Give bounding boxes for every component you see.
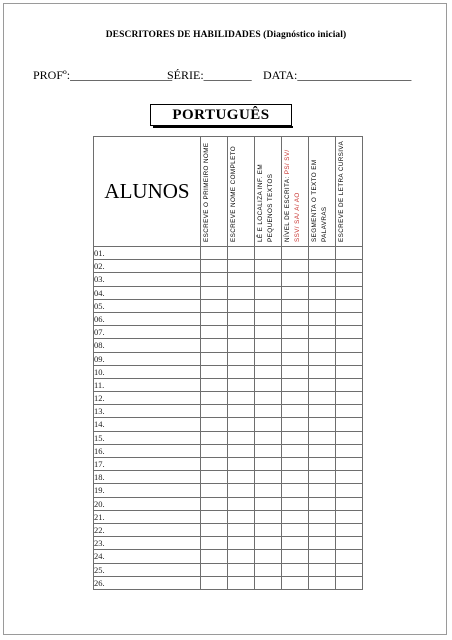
skill-check-cell[interactable]: [228, 458, 255, 471]
table-row: [94, 550, 363, 563]
skill-check-cell[interactable]: [228, 378, 255, 391]
skill-check-cell[interactable]: [255, 523, 282, 536]
skill-check-cell[interactable]: [336, 312, 363, 325]
skill-label: ESCREVE DE LETRA CURSIVA: [338, 140, 345, 242]
skill-check-cell[interactable]: [228, 247, 255, 260]
skill-check-cell[interactable]: [309, 247, 336, 260]
student-number-cell[interactable]: 26.: [94, 576, 201, 589]
skill-check-cell[interactable]: [282, 365, 309, 378]
skill-check-cell[interactable]: [255, 458, 282, 471]
skill-check-cell[interactable]: [282, 471, 309, 484]
skill-check-cell[interactable]: [228, 273, 255, 286]
table-row: [94, 471, 363, 484]
table-row: [94, 247, 363, 260]
skill-check-cell[interactable]: [282, 523, 309, 536]
student-number-cell[interactable]: 07.: [94, 326, 201, 339]
student-number-cell[interactable]: 20.: [94, 497, 201, 510]
table-row: [94, 458, 363, 471]
table-body: [94, 247, 363, 590]
skill-check-cell[interactable]: [228, 537, 255, 550]
skill-check-cell[interactable]: [201, 326, 228, 339]
skill-check-cell[interactable]: [336, 260, 363, 273]
table-row: [94, 392, 363, 405]
skill-check-cell[interactable]: [282, 418, 309, 431]
skill-check-cell[interactable]: [336, 326, 363, 339]
skill-check-cell[interactable]: [336, 405, 363, 418]
grade-blank: ________: [203, 68, 252, 82]
student-number-cell[interactable]: 06.: [94, 312, 201, 325]
table-row: [94, 312, 363, 325]
student-number-cell[interactable]: 14.: [94, 418, 201, 431]
student-number-cell[interactable]: 11.: [94, 378, 201, 391]
skill-check-cell[interactable]: [336, 523, 363, 536]
student-number-cell[interactable]: 25.: [94, 563, 201, 576]
skill-check-cell[interactable]: [309, 312, 336, 325]
table-row: [94, 418, 363, 431]
document-title: DESCRITORES DE HABILIDADES (Diagnóstico inicial): [105, 30, 347, 40]
table-row: [94, 431, 363, 444]
skill-check-cell[interactable]: [255, 510, 282, 523]
table-row: [94, 405, 363, 418]
table-header-row: [94, 137, 363, 247]
skill-check-cell[interactable]: [201, 312, 228, 325]
skill-check-cell[interactable]: [228, 497, 255, 510]
date-label: DATA:: [263, 68, 298, 82]
skill-check-cell[interactable]: [201, 365, 228, 378]
skill-check-cell[interactable]: [201, 484, 228, 497]
skill-check-cell[interactable]: [255, 352, 282, 365]
skill-check-cell[interactable]: [255, 497, 282, 510]
skill-label: NÍVEL DE ESCRITA:: [284, 174, 291, 242]
skill-check-cell[interactable]: [228, 326, 255, 339]
skill-column-header: [282, 137, 309, 247]
skill-check-cell[interactable]: [255, 471, 282, 484]
skill-check-cell[interactable]: [309, 458, 336, 471]
skill-check-cell[interactable]: [336, 458, 363, 471]
students-column-header: ALUNOS: [94, 137, 201, 247]
skill-check-cell[interactable]: [201, 510, 228, 523]
skill-column-header: [201, 137, 228, 247]
table-row: [94, 497, 363, 510]
skill-check-cell[interactable]: [282, 431, 309, 444]
skill-check-cell[interactable]: [309, 405, 336, 418]
skill-check-cell[interactable]: [228, 576, 255, 589]
skill-check-cell[interactable]: [255, 418, 282, 431]
skill-check-cell[interactable]: [228, 418, 255, 431]
skill-check-cell[interactable]: [336, 378, 363, 391]
student-number-cell[interactable]: 19.: [94, 484, 201, 497]
date-blank: ___________________: [297, 68, 412, 82]
skill-check-cell[interactable]: [255, 484, 282, 497]
skill-check-cell[interactable]: [282, 339, 309, 352]
skill-check-cell[interactable]: [336, 484, 363, 497]
skill-check-cell[interactable]: [336, 352, 363, 365]
skill-check-cell[interactable]: [282, 326, 309, 339]
skill-check-cell[interactable]: [201, 537, 228, 550]
skill-check-cell[interactable]: [255, 392, 282, 405]
skill-check-cell[interactable]: [336, 497, 363, 510]
skill-column-header: [309, 137, 336, 247]
skill-check-cell[interactable]: [309, 365, 336, 378]
skill-check-cell[interactable]: [255, 550, 282, 563]
skill-check-cell[interactable]: [282, 260, 309, 273]
student-number-cell[interactable]: 12.: [94, 392, 201, 405]
table-row: [94, 484, 363, 497]
skill-check-cell[interactable]: [201, 458, 228, 471]
skill-check-cell[interactable]: [282, 273, 309, 286]
skill-check-cell[interactable]: [336, 550, 363, 563]
skill-check-cell[interactable]: [255, 312, 282, 325]
skill-check-cell[interactable]: [336, 286, 363, 299]
skill-check-cell[interactable]: [255, 365, 282, 378]
skill-column-header: [255, 137, 282, 247]
skill-check-cell[interactable]: [336, 576, 363, 589]
student-number-cell[interactable]: 05.: [94, 299, 201, 312]
skill-check-cell[interactable]: [336, 431, 363, 444]
skill-check-cell[interactable]: [201, 471, 228, 484]
skill-check-cell[interactable]: [282, 352, 309, 365]
skill-label: LÊ E LOCALIZA INF. EM PEQUENOS TEXTOS: [257, 163, 274, 242]
grade-field[interactable]: [167, 68, 252, 83]
skill-check-cell[interactable]: [255, 273, 282, 286]
skill-check-cell[interactable]: [336, 339, 363, 352]
teacher-label: PROFº:: [33, 68, 71, 82]
table-row: [94, 378, 363, 391]
table-row: [94, 563, 363, 576]
skill-check-cell[interactable]: [255, 339, 282, 352]
skill-check-cell[interactable]: [255, 537, 282, 550]
skill-check-cell[interactable]: [201, 260, 228, 273]
table-row: [94, 273, 363, 286]
table-row: [94, 286, 363, 299]
skill-check-cell[interactable]: [309, 326, 336, 339]
skill-check-cell[interactable]: [309, 299, 336, 312]
skill-check-cell[interactable]: [228, 523, 255, 536]
teacher-blank: _________________: [70, 68, 173, 82]
table-row: [94, 339, 363, 352]
skill-check-cell[interactable]: [228, 392, 255, 405]
skill-check-cell[interactable]: [255, 260, 282, 273]
skill-check-cell[interactable]: [228, 312, 255, 325]
skill-check-cell[interactable]: [201, 392, 228, 405]
skill-check-cell[interactable]: [309, 550, 336, 563]
grade-label: SÉRIE:: [167, 68, 204, 82]
student-number-cell[interactable]: 08.: [94, 339, 201, 352]
skill-check-cell[interactable]: [309, 510, 336, 523]
student-number-cell[interactable]: 01.: [94, 247, 201, 260]
skill-check-cell[interactable]: [201, 576, 228, 589]
skill-check-cell[interactable]: [309, 563, 336, 576]
skill-check-cell[interactable]: [255, 405, 282, 418]
table-row: [94, 576, 363, 589]
skill-check-cell[interactable]: [228, 365, 255, 378]
skill-check-cell[interactable]: [228, 299, 255, 312]
student-number-cell[interactable]: 16.: [94, 444, 201, 457]
skill-check-cell[interactable]: [309, 497, 336, 510]
skill-check-cell[interactable]: [336, 471, 363, 484]
skill-check-cell[interactable]: [228, 444, 255, 457]
skill-check-cell[interactable]: [201, 523, 228, 536]
skill-check-cell[interactable]: [255, 576, 282, 589]
skill-check-cell[interactable]: [228, 405, 255, 418]
skill-check-cell[interactable]: [336, 563, 363, 576]
skill-check-cell[interactable]: [228, 484, 255, 497]
skill-check-cell[interactable]: [282, 392, 309, 405]
skill-check-cell[interactable]: [228, 286, 255, 299]
skills-table: [93, 136, 363, 590]
skill-check-cell[interactable]: [201, 405, 228, 418]
student-number-cell[interactable]: 21.: [94, 510, 201, 523]
skill-check-cell[interactable]: [309, 537, 336, 550]
skill-check-cell[interactable]: [255, 286, 282, 299]
table-row: [94, 260, 363, 273]
table-row: [94, 523, 363, 536]
skill-check-cell[interactable]: [309, 471, 336, 484]
skill-check-cell[interactable]: [336, 510, 363, 523]
skill-check-cell[interactable]: [309, 339, 336, 352]
skill-check-cell[interactable]: [282, 484, 309, 497]
skill-check-cell[interactable]: [282, 563, 309, 576]
student-number-cell[interactable]: 24.: [94, 550, 201, 563]
skill-check-cell[interactable]: [282, 378, 309, 391]
skill-label: SEGMENTA O TEXTO EM PALAVRAS: [311, 159, 328, 242]
skill-check-cell[interactable]: [282, 497, 309, 510]
writing-levels-label: PS/ SV/ SSV/ SA/ A/ AO: [284, 149, 301, 242]
skill-check-cell[interactable]: [255, 444, 282, 457]
skill-check-cell[interactable]: [309, 444, 336, 457]
skill-check-cell[interactable]: [228, 260, 255, 273]
skill-check-cell[interactable]: [228, 510, 255, 523]
skill-check-cell[interactable]: [201, 273, 228, 286]
student-number-cell[interactable]: 17.: [94, 458, 201, 471]
skill-check-cell[interactable]: [309, 260, 336, 273]
skill-check-cell[interactable]: [309, 523, 336, 536]
skill-check-cell[interactable]: [228, 563, 255, 576]
student-number-cell[interactable]: 18.: [94, 471, 201, 484]
skill-check-cell[interactable]: [201, 352, 228, 365]
skill-check-cell[interactable]: [282, 576, 309, 589]
skill-check-cell[interactable]: [228, 431, 255, 444]
skill-column-header: [336, 137, 363, 247]
table-row: [94, 352, 363, 365]
student-number-cell[interactable]: 04.: [94, 286, 201, 299]
skill-check-cell[interactable]: [309, 431, 336, 444]
student-number-cell[interactable]: 23.: [94, 537, 201, 550]
skill-check-cell[interactable]: [336, 299, 363, 312]
skill-check-cell[interactable]: [336, 444, 363, 457]
skill-check-cell[interactable]: [336, 537, 363, 550]
skill-check-cell[interactable]: [309, 418, 336, 431]
skill-check-cell[interactable]: [282, 405, 309, 418]
student-number-cell[interactable]: 02.: [94, 260, 201, 273]
skill-check-cell[interactable]: [336, 418, 363, 431]
skill-check-cell[interactable]: [201, 247, 228, 260]
skill-check-cell[interactable]: [201, 339, 228, 352]
skill-check-cell[interactable]: [282, 444, 309, 457]
skill-check-cell[interactable]: [309, 286, 336, 299]
skill-check-cell[interactable]: [201, 444, 228, 457]
skill-check-cell[interactable]: [282, 299, 309, 312]
skill-check-cell[interactable]: [201, 299, 228, 312]
table-row: [94, 365, 363, 378]
table-row: [94, 299, 363, 312]
skill-check-cell[interactable]: [282, 550, 309, 563]
skill-check-cell[interactable]: [228, 471, 255, 484]
skill-check-cell[interactable]: [201, 497, 228, 510]
skill-check-cell[interactable]: [201, 431, 228, 444]
skill-check-cell[interactable]: [282, 537, 309, 550]
table-row: [94, 510, 363, 523]
table-row: [94, 537, 363, 550]
skill-check-cell[interactable]: [282, 247, 309, 260]
table-row: [94, 444, 363, 457]
skill-check-cell[interactable]: [255, 247, 282, 260]
table-row: [94, 326, 363, 339]
skill-check-cell[interactable]: [282, 458, 309, 471]
skill-label: ESCREVE NOME COMPLETO: [230, 145, 237, 242]
skill-check-cell[interactable]: [201, 563, 228, 576]
skill-label: ESCREVE O PRIMEIRO NOME: [203, 142, 210, 242]
student-number-cell[interactable]: 03.: [94, 273, 201, 286]
skill-check-cell[interactable]: [282, 510, 309, 523]
student-number-cell[interactable]: 10.: [94, 365, 201, 378]
skill-check-cell[interactable]: [228, 352, 255, 365]
skill-check-cell[interactable]: [309, 484, 336, 497]
skill-check-cell[interactable]: [336, 392, 363, 405]
skill-check-cell[interactable]: [228, 550, 255, 563]
student-number-cell[interactable]: 22.: [94, 523, 201, 536]
skill-check-cell[interactable]: [255, 326, 282, 339]
skill-check-cell[interactable]: [336, 247, 363, 260]
student-number-cell[interactable]: 09.: [94, 352, 201, 365]
skill-check-cell[interactable]: [309, 352, 336, 365]
skill-check-cell[interactable]: [255, 378, 282, 391]
student-number-cell[interactable]: 13.: [94, 405, 201, 418]
subject-heading: PORTUGUÊS: [150, 104, 292, 126]
skill-check-cell[interactable]: [309, 392, 336, 405]
skill-check-cell[interactable]: [228, 339, 255, 352]
skill-check-cell[interactable]: [309, 273, 336, 286]
skill-column-header: [228, 137, 255, 247]
skill-check-cell[interactable]: [309, 576, 336, 589]
skill-check-cell[interactable]: [282, 312, 309, 325]
skill-check-cell[interactable]: [309, 378, 336, 391]
student-number-cell[interactable]: 15.: [94, 431, 201, 444]
skill-check-cell[interactable]: [201, 418, 228, 431]
skill-check-cell[interactable]: [201, 550, 228, 563]
skill-check-cell[interactable]: [336, 273, 363, 286]
skill-check-cell[interactable]: [201, 378, 228, 391]
teacher-field[interactable]: [33, 68, 172, 83]
skill-check-cell[interactable]: [336, 365, 363, 378]
date-field[interactable]: [263, 68, 411, 83]
skill-check-cell[interactable]: [255, 563, 282, 576]
skill-check-cell[interactable]: [282, 286, 309, 299]
skill-check-cell[interactable]: [201, 286, 228, 299]
skill-check-cell[interactable]: [255, 431, 282, 444]
skill-check-cell[interactable]: [255, 299, 282, 312]
